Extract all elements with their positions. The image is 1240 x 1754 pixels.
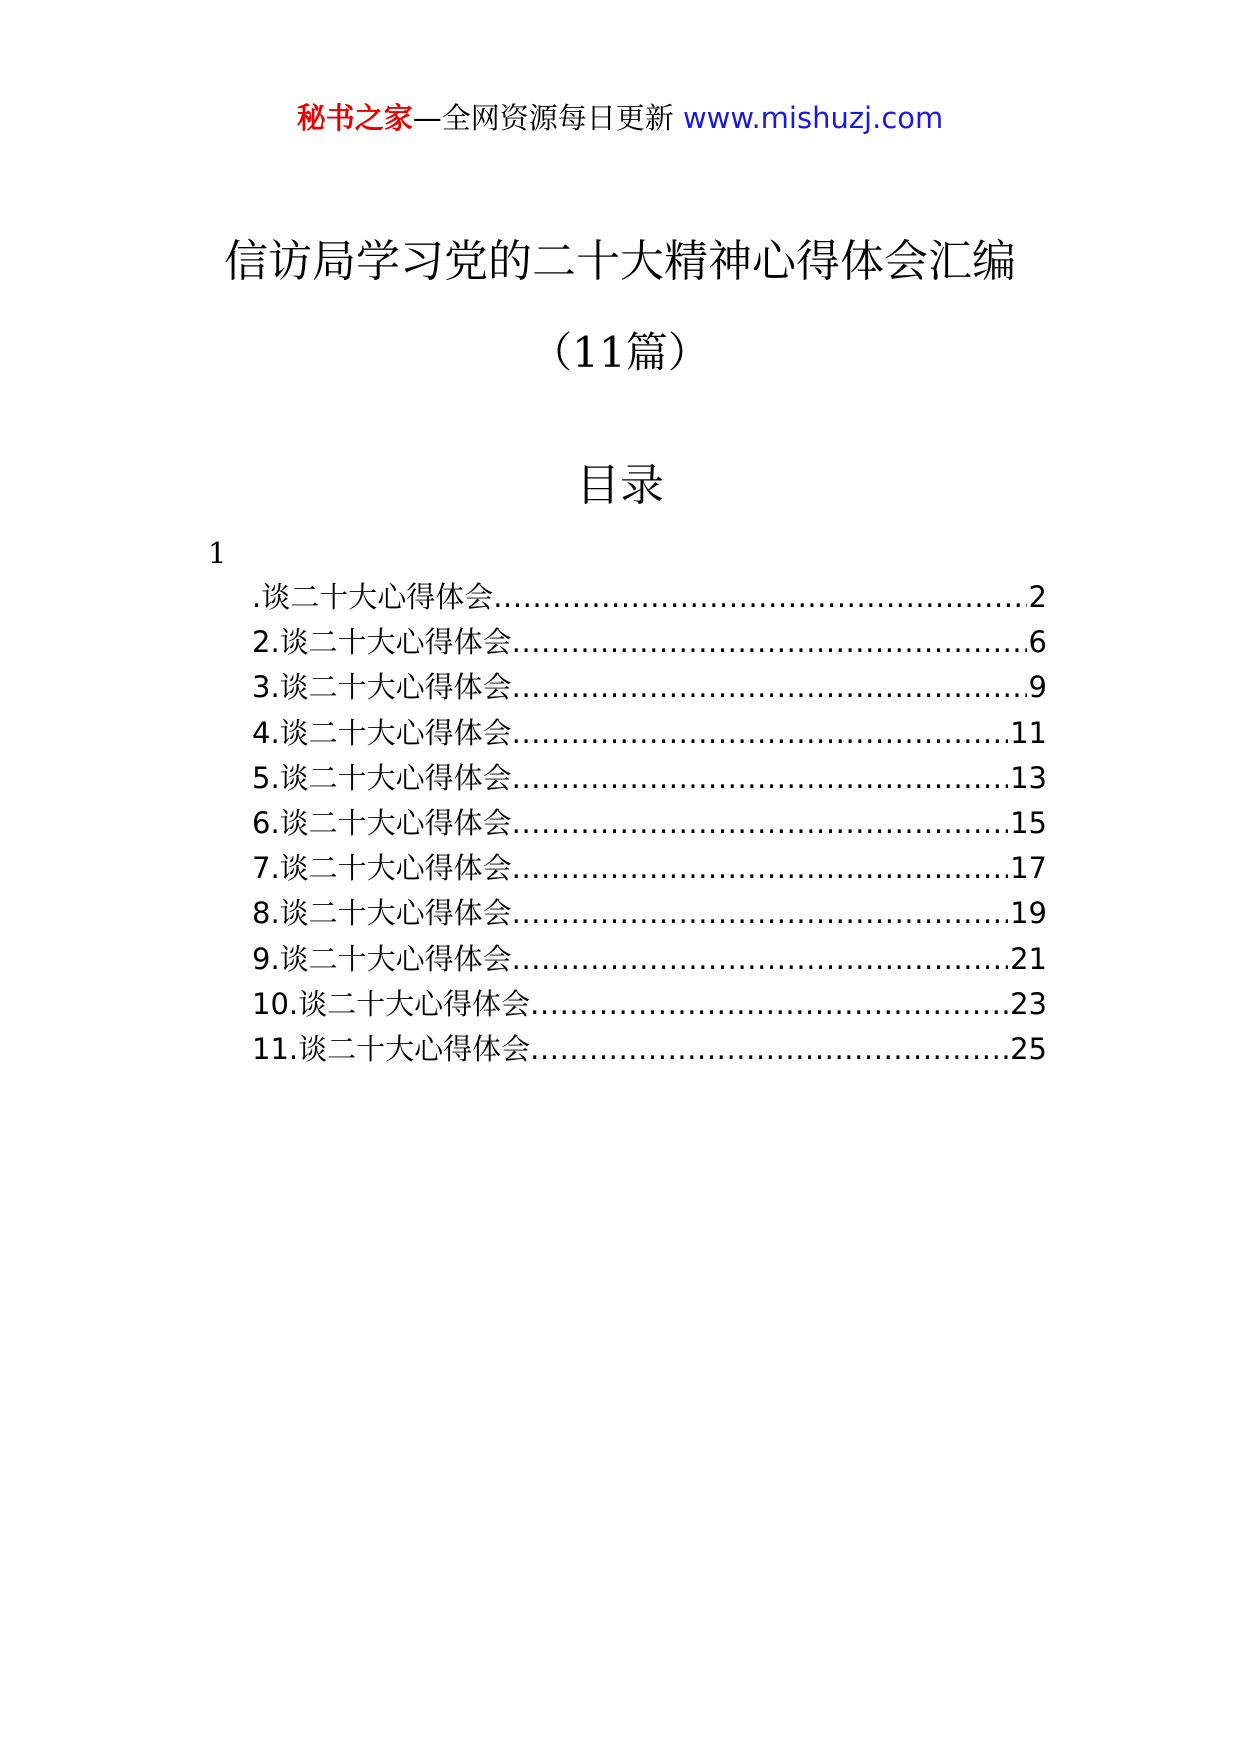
brand-name: 秘书之家 bbox=[296, 101, 413, 135]
toc-entry-label: 6.谈二十大心得体会 bbox=[252, 805, 512, 840]
toc-leader-dots bbox=[512, 711, 1008, 756]
toc-entry-label: 11.谈二十大心得体会 bbox=[252, 1031, 531, 1066]
document-subtitle bbox=[0, 325, 1240, 381]
toc-leader-dots bbox=[512, 891, 1008, 936]
toc-entry[interactable] bbox=[252, 620, 1047, 665]
toc-entry-label: 2.谈二十大心得体会 bbox=[252, 625, 512, 660]
toc-leader-dots bbox=[530, 982, 1008, 1027]
toc-entry-page: 9 bbox=[1028, 670, 1047, 705]
toc-leader-dots bbox=[512, 846, 1008, 891]
toc-entry[interactable] bbox=[252, 801, 1047, 846]
subtitle-count: 11 bbox=[572, 328, 626, 377]
document-title: 信访局学习党的二十大精神心得体会汇编 bbox=[224, 236, 1016, 287]
toc-entry[interactable] bbox=[252, 982, 1047, 1027]
toc-entry-page: 19 bbox=[1010, 896, 1047, 931]
toc-entry-page: 6 bbox=[1028, 625, 1047, 660]
toc-entry[interactable] bbox=[252, 891, 1047, 936]
header-slogan: —全网资源每日更新 bbox=[412, 101, 674, 135]
toc-entry[interactable] bbox=[252, 756, 1047, 801]
toc-entry-label: 4.谈二十大心得体会 bbox=[252, 715, 512, 750]
toc-entry[interactable] bbox=[252, 575, 1047, 620]
toc-leader-dots bbox=[512, 937, 1008, 982]
toc-entry-page: 2 bbox=[1028, 580, 1047, 614]
toc-entry-label: 8.谈二十大心得体会 bbox=[252, 896, 512, 931]
toc-entry-label: 9.谈二十大心得体会 bbox=[252, 941, 512, 976]
toc-entry-label: 3.谈二十大心得体会 bbox=[252, 670, 512, 705]
toc-entry-label: 7.谈二十大心得体会 bbox=[252, 851, 512, 886]
toc-leader-dots bbox=[493, 575, 1026, 620]
toc-entry[interactable] bbox=[252, 937, 1047, 982]
toc-entry[interactable] bbox=[252, 846, 1047, 891]
toc-entry-page: 23 bbox=[1010, 986, 1047, 1021]
toc-entry[interactable] bbox=[252, 665, 1047, 710]
toc-entry[interactable] bbox=[252, 1027, 1047, 1072]
toc-leader-dots bbox=[512, 756, 1008, 801]
toc-heading: 目录 bbox=[576, 460, 664, 511]
toc-stray-number: 1 bbox=[208, 536, 227, 570]
toc-leader-dots bbox=[512, 801, 1008, 846]
site-url-link[interactable]: www.mishuzj.com bbox=[682, 101, 944, 135]
toc-entry-page: 11 bbox=[1010, 715, 1047, 750]
toc-entry-page: 21 bbox=[1010, 941, 1047, 976]
toc-list bbox=[252, 575, 1047, 1072]
subtitle-close-paren: ） bbox=[667, 328, 710, 377]
toc-leader-dots bbox=[512, 665, 1027, 710]
toc-entry-page: 25 bbox=[1010, 1031, 1047, 1066]
subtitle-unit: 篇 bbox=[625, 328, 668, 377]
toc-entry-page: 13 bbox=[1010, 760, 1047, 795]
subtitle-open-paren: （ bbox=[530, 328, 573, 377]
toc-leader-dots bbox=[512, 620, 1027, 665]
toc-entry-label: 5.谈二十大心得体会 bbox=[252, 760, 512, 795]
toc-entry-page: 15 bbox=[1010, 805, 1047, 840]
toc-leader-dots bbox=[530, 1027, 1008, 1072]
toc-entry-label: .谈二十大心得体会 bbox=[252, 580, 494, 614]
site-header bbox=[0, 98, 1240, 138]
toc-entry[interactable] bbox=[252, 711, 1047, 756]
toc-entry-page: 17 bbox=[1010, 851, 1047, 886]
toc-entry-label: 10.谈二十大心得体会 bbox=[252, 986, 531, 1021]
